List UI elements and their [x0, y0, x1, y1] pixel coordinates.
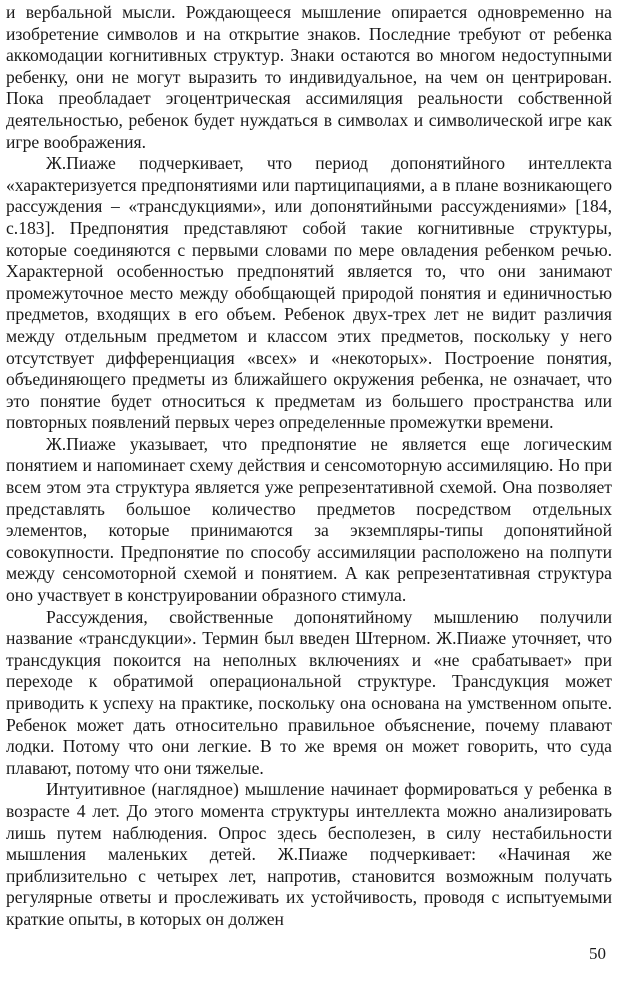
- paragraph-representative-scheme: Ж.Пиаже указывает, что предпонятие не является еще логическим понятием и напоминает схему действия и сенсомоторную ассимиляцию. Но при всем этом эта структура является уже репрезентативной схемой. Она позволяет представлять большое количество предметов посредством отдельных элементов, которые принимаются за экземпляры-типы допонятийной совокупности. Предпонятие по способу ассимиляции расположено на полпути между сенсомоторной схемой и понятием. А как репрезентативная структура оно участвует в конструировании образного стимула.: [6, 433, 612, 606]
- paragraph-intuitive-thinking: Интуитивное (наглядное) мышление начинает формироваться у ребенка в возрасте 4 лет. До этого момента структуры интеллекта можно анализировать лишь путем наблюдения. Опрос здесь бесполезен, в силу нестабильности мышления маленьких детей. Ж.Пиаже подчеркивает: «Начиная же приблизительно с четырех лет, напротив, становится возможным получать регулярные ответы и прослеживать их устойчивость, проводя с испытуемыми краткие опыты, в которых он должен: [6, 779, 612, 929]
- body-text: [6, 2, 612, 931]
- paragraph-preconcepts: Ж.Пиаже подчеркивает, что период допонятийного интеллекта «характеризуется предпонятиями или партиципациями, а в плане возникающего рассуждения – «трансдукциями», или допонятийными рассуждениями» [184, с.183]. Предпонятия представляют собой такие когнитивные структуры, которые соединяются с первыми словами по мере овладения ребенком речью. Характерной особенностью предпонятий является то, что они занимают промежуточное место между обобщающей природой понятия и единичностью предметов, входящих в его объем. Ребенок двух-трех лет не видит различия между отдельным предметом и классом этих предметов, поскольку у него отсутствует дифференциация «всех» и «некоторых». Построение понятия, объединяющего предметы из ближайшего окружения ребенка, не означает, что это понятие будет относиться к предметам из большего пространства или повторных появлений первых через определенные промежутки времени.: [6, 153, 612, 433]
- paragraph-continuation: и вербальной мысли. Рождающееся мышление опирается одновременно на изобретение символов и на открытие знаков. Последние требуют от ребенка аккомодации когнитивных структур. Знаки остаются во многом недоступными ребенку, они не могут выразить то индивидуальное, на чем он центрирован. Пока преобладает эгоцентрическая ассимиляция реальности собственной деятельностью, ребенок будет нуждаться в символах и символической игре как игре воображения.: [6, 2, 612, 152]
- paragraph-transduction: Рассуждения, свойственные допонятийному мышлению получили название «трансдукции». Термин был введен Штерном. Ж.Пиаже уточняет, что трансдукция покоится на неполных включениях и «не срабатывает» при переходе к обратимой операциональной структуре. Трансдукция может приводить к успеху на практике, поскольку она основана на умственном опыте. Ребенок может дать относительно правильное объяснение, почему плавают лодки. Потому что они легкие. В то же время он может говорить, что суда плавают, потому что они тяжелые.: [6, 606, 612, 778]
- page-number: 50: [589, 944, 606, 963]
